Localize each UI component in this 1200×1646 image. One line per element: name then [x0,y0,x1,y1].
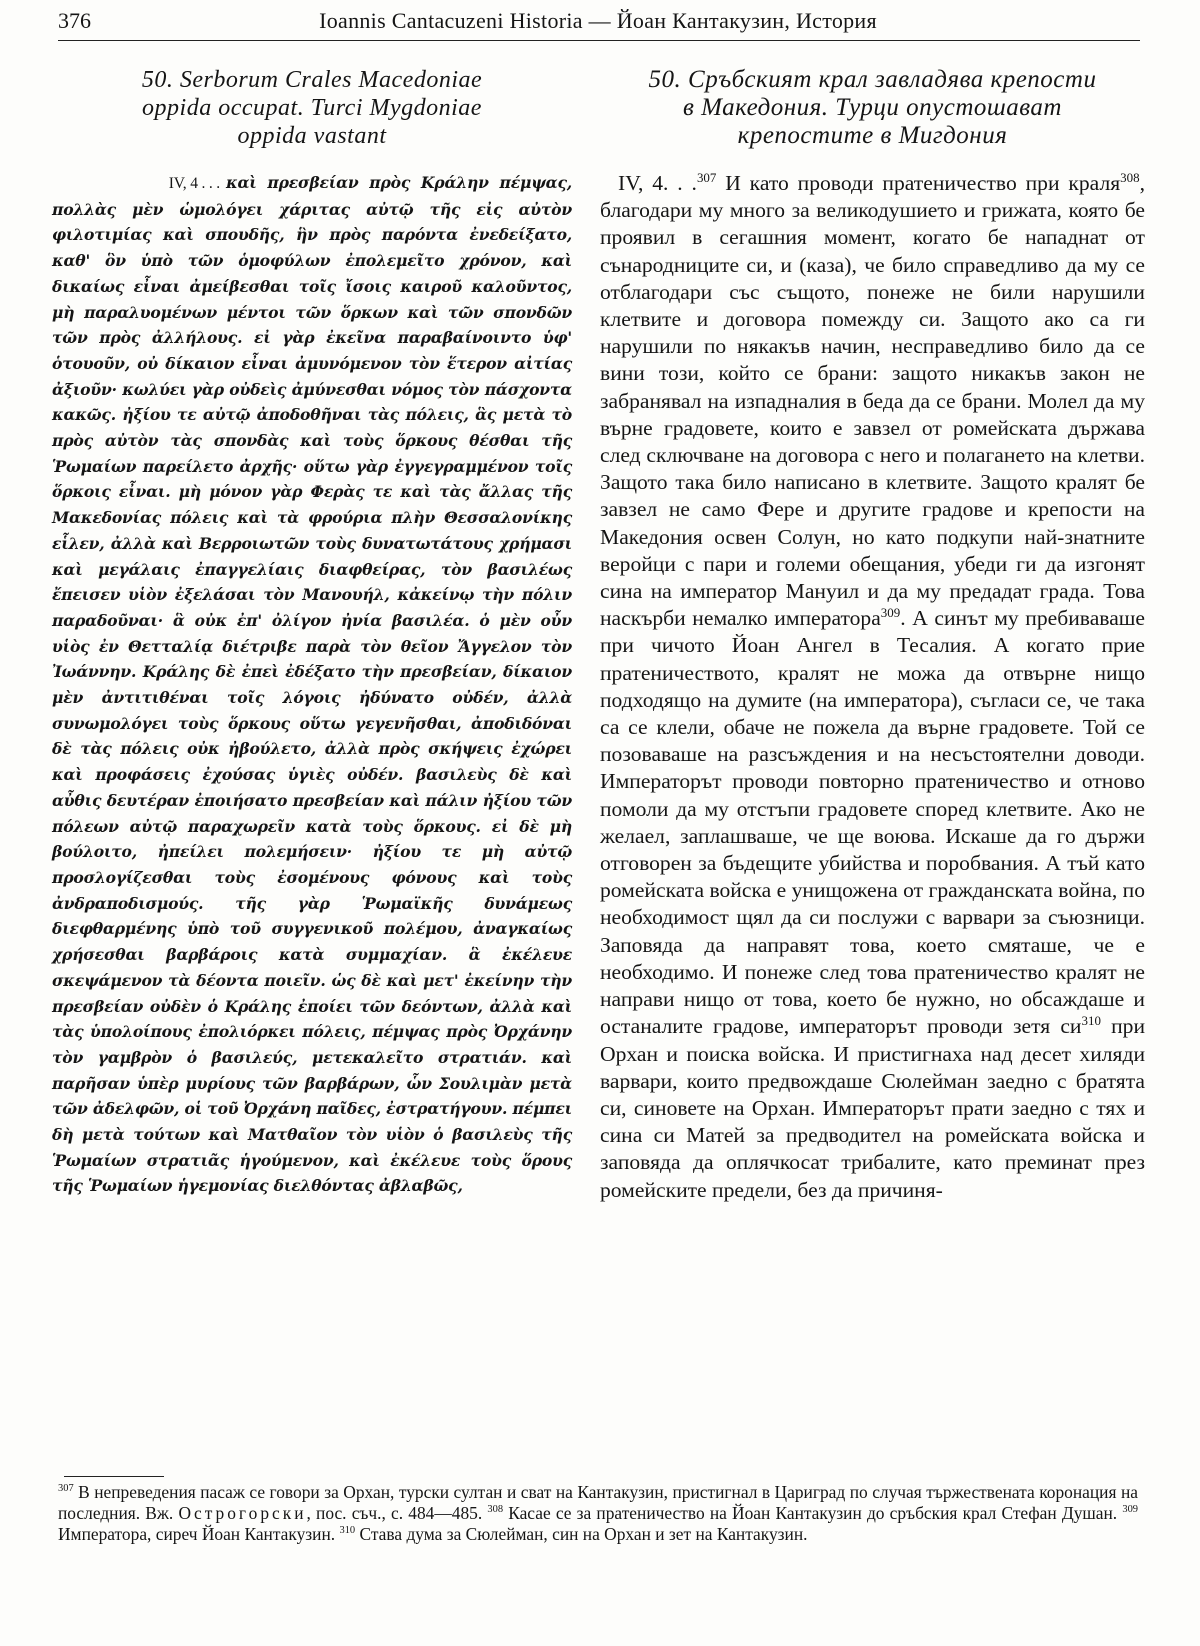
footnote-308-text: Касае се за пратеничество на Йоан Кантакузин до сръбския крал Стефан Душан. [503,1503,1118,1523]
greek-column [52,66,572,1199]
footnote-number-308: 308 [487,1504,504,1516]
running-title: Ioannis Cantacuzeni Historia — Йоан Кантакузин, История [319,8,877,33]
bulgarian-text-part-4: при Орхан и поиска войска. И пристигнаха над десет хиляди варвари, които предвождаше Сюлейман заедно с братята си, синовете на Орхан. Императорът прати заедно с тях и сина си Матей за предводител на ромейската войска и заповяда да оплячкосат трибалите, като преминат през ромейските предели, без да причиня- [600,1014,1145,1202]
footnote-309-text: Императора, сиреч Йоан Кантакузин. [58,1524,336,1544]
footnote-307-text-b: , пос. съч., с. 484—485. [306,1503,483,1523]
bulgarian-section-title: 50. Сръбският крал завладява крепости в Македония. Турци опустошават крепостите в Мигдония [648,66,1097,149]
page-header [58,8,1138,38]
bulgarian-column [600,66,1145,1204]
bulgarian-text-part-3: . А синът му пребиваваше при чичото Йоан Ангел в Тесалия. А когато прие пратеничеството, кралят не можа да отвърне нищо подходящо на думите (на императора), съгласи се, че така са се клели, обаче не пожела да върне градовете. Той се позоваваше на разсъждения и на несъстоятелни доводи. Императорът проводи повторно пратеничество и отново помоли да му отстъпи градовете според клетвите. Ако не желаел, заплашваше, че ще воюва. Искаше да го държи отговорен за бъдещите убийства и поробвания. А тъй като ромейската войска е унищожена от гражданската война, по необходимост щял да си послужи с варвари за съюзници. Заповяда да направят това, което смяташе, че е необходимо. И понеже след това пратеничество кралят не направи нищо от това, което бе нужно, но обсаждаше и останалите градове, императорът проводи зетя си [600,606,1145,1039]
greek-reference [52,170,226,197]
footnote-307-author: Острогорски [178,1503,307,1523]
footnote-mark-310[interactable]: 310 [1081,1013,1101,1029]
header-rule [58,40,1140,41]
bulgarian-ref: IV, 4. . . [618,171,697,195]
bulgarian-text-part-1: И като проводи пратеничество при краля [716,171,1121,195]
footnotes [58,1482,1138,1545]
footnote-rule [64,1476,164,1477]
greek-body: καὶ πρεσβείαν πρὸς Κράλην πέμψας, πολλὰς μὲν ὡμολόγει χάριτας αὐτῷ τῆς εἰς αὐτὸν φιλοτιμίας καὶ σπουδῆς, ἣν πρὸς παρόντα ἐνεδείξατο, καθ' ὃν ὑπὸ τῶν ὁμοφύλων ἐπολεμεῖτο χρόνον, καὶ δικαίως εἶναι ἀμείβεσθαι τοῖς ἴσοις καιροῦ καλοῦντος, μὴ παραλυομένων μέντοι τῶν ὅρκων καὶ τῶν σπονδῶν τῶν πρὸς ἀλλήλους. εἰ γὰρ ἐκεῖνα παραβαίνοιντο ὑφ' ὁτουοῦν, οὐ δίκαιον εἶναι ἀμυνόμενον τὸν ἕτερον αἰτίας ἀξιοῦν· κωλύει γὰρ οὐδεὶς ἀμύνεσθαι νόμος τὸν πάσχοντα κακῶς. ἠξίου τε αὐτῷ ἀποδοθῆναι τὰς πόλεις, ἃς μετὰ τὸ πρὸς αὐτὸν τὰς σπονδὰς καὶ τοὺς ὅρκους θέσθαι τῆς Ῥωμαίων παρείλετο ἀρχῆς· οὕτω γὰρ ἐγγεγραμμένον τοῖς ὅρκοις εἶναι. μὴ μόνον γὰρ Φερὰς τε καὶ τὰς ἄλλας τῆς Μακεδονίας πόλεις καὶ τὰ φρούρια πλὴν Θεσσαλονίκης εἷλεν, ἀλλὰ καὶ Βερροιωτῶν τοὺς δυνατωτάτους χρήμασι καὶ μεγάλαις ἐπαγγελίαις διαφθείρας, τὸν βασιλέως ἔπεισεν υἱὸν ἐξελάσαι τὸν Μανουήλ, κἀκείνῳ τὴν πόλιν παραδοῦναι· ἃ οὐκ ἐπ' ὀλίγον ἠνία βασιλέα. ὁ μὲν οὖν υἱὸς ἐν Θετταλίᾳ διέτριβε παρὰ τὸν θεῖον Ἄγγελον τὸν Ἰωάννην. Κράλης δὲ ἐπεὶ ἐδέξατο τὴν πρεσβείαν, δίκαιον μὲν ἀντιτιθέναι τοῖς λόγοις ἠδύνατο οὐδέν, ἀλλὰ συνωμολόγει τοὺς ὅρκους οὕτω γεγενῆσθαι, ἀποδιδόναι δὲ τὰς πόλεις οὐκ ἠβούλετο, ἀλλὰ πρὸς σκήψεις ἐχώρει καὶ προφάσεις ἐχούσας ὑγιὲς οὐδέν. βασιλεὺς δὲ καὶ αὖθις δευτέραν ἐποιήσατο πρεσβείαν καὶ πάλιν ἠξίου τῶν πόλεων αὐτῷ παραχωρεῖν κατὰ τοὺς ὅρκους. εἰ δὲ μὴ βούλοιτο, ἠπείλει πολεμήσειν· ἠξίου τε μὴ αὐτῷ προσλογίζεσθαι τοὺς ἐσομένους φόνους καὶ τοὺς ἀνδραποδισμούς. τῆς γὰρ Ῥωμαϊκῆς δυνάμεως διεφθαρμένης ὑπὸ τοῦ συγγενικοῦ πολέμου, ἀναγκαίως χρήσεσθαι βαρβάροις κατὰ συμμαχίαν. ἃ ἐκέλευε σκεψάμενον τὰ δέοντα ποιεῖν. ὡς δὲ καὶ μετ' ἐκείνην τὴν πρεσβείαν οὐδὲν ὁ Κράλης ἐποίει τῶν δεόντων, ἀλλὰ καὶ τὰς ὑπολοίπους ἐπολιόρκει πόλεις, πέμψας πρὸς Ὀρχάνην τὸν γαμβρὸν ὁ βασιλεύς, μετεκαλεῖτο στρατιάν. καὶ παρῆσαν ὑπὲρ μυρίους τῶν βαρβάρων, ὧν Σουλιμὰν μετὰ τῶν ἀδελφῶν, οἱ τοῦ Ὀρχάνη παῖδες, ἐστρατήγουν. πέμπει δὴ μετὰ τούτων καὶ Ματθαῖον τὸν υἱὸν ὁ βασιλεὺς τῆς Ῥωμαίων στρατιᾶς ἡγούμενον, καὶ ἐκέλευε τοὺς ὅρους τῆς Ῥωμαίων ἡγεμονίας διελθόντας ἀβλαβῶς, [52,173,572,1196]
footnote-number-310: 310 [339,1525,356,1537]
greek-ref-label: IV, 4 . . . [168,175,220,192]
bulgarian-text [600,170,1145,1204]
footnote-mark-308[interactable]: 308 [1120,169,1140,185]
footnote-number-309: 309 [1122,1504,1138,1516]
footnote-mark-309[interactable]: 309 [880,605,901,621]
greek-text [52,170,572,1199]
footnote-310-text: Става дума за Сюлейман, син на Орхан и зет на Кантакузин. [355,1524,808,1544]
footnote-mark-307[interactable]: 307 [696,169,717,185]
latin-section-title: 50. Serborum Crales Macedoniae oppida occupat. Turci Mygdoniae oppida vastant [141,67,483,149]
footnote-307-text-a: В непреведения пасаж се говори за Орхан, турски султан и сват на Кантакузин, пристигнал в Цариград по случая тържествената коронация на последния. Вж. [58,1482,1138,1523]
page-number: 376 [58,8,91,33]
bulgarian-text-part-2: , благодари му много за великодушието и грижата, която бе проявил в сегашния момент, когато бе нападнат от сънародниците си, и (каза), че било справедливо да му се отблагодари със същото, понеже не били нарушили клетвите и договора помежду си. Защото ако са ги нарушили по някакъв начин, несправедливо било да се вини този, който се брани: защото никакъв закон не забранявал на изпадналия в беда да се брани. Молел да му върне градовете, които е завзел от ромейската държава след сключване на договора с него и полагането на клетви. Защото така било написано в клетвите. Защото кралят бе завзел не само Фере и другите градове и крепости на Македония освен Солун, но като подкупи най-знатните веройци с пари и големи обещания, убеди ги да изгонят сина на император Мануил и да му предадат града. Това наскърби немалко императора [600,171,1145,631]
footnote-number-307: 307 [58,1483,74,1495]
